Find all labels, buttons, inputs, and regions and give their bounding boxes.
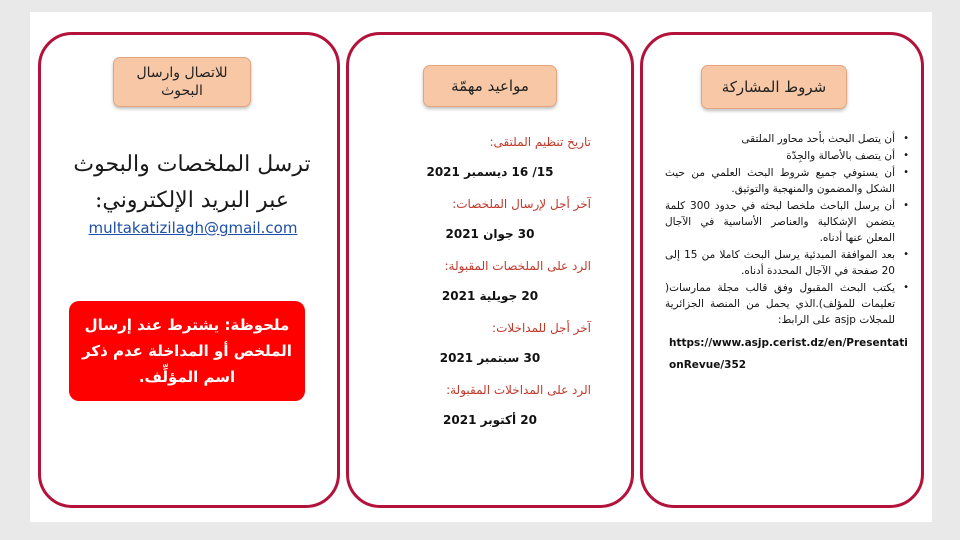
contact-email-link[interactable]: multakatizilagh@gmail.com bbox=[88, 219, 298, 237]
date-value: 30 سبتمبر 2021 bbox=[439, 351, 541, 365]
brochure-sheet bbox=[30, 12, 932, 522]
dates-panel bbox=[346, 32, 634, 508]
bullet-icon: • bbox=[903, 249, 909, 260]
date-label: الرد على الملخصات المقبولة: bbox=[444, 259, 591, 273]
date-item bbox=[389, 257, 591, 305]
bullet-icon: • bbox=[903, 167, 909, 178]
condition-text: أن يتصف بالأصالة والجِدّة bbox=[786, 150, 895, 162]
condition-text: يكتب البحث المقبول وفق قالب مجلة ممارسات( تعليمات للمؤلف).الذي يحمل من المنصة الجزائرية للمجلات asjp على الرابط: bbox=[665, 282, 895, 326]
journal-url-link[interactable]: https://www.asjp.cerist.dz/en/PresentationRevue/352 bbox=[669, 337, 908, 371]
submission-instructions: ترسل الملخصات والبحوث عبر البريد الإلكتروني: bbox=[73, 152, 311, 213]
condition-item bbox=[665, 247, 909, 279]
date-item bbox=[389, 319, 591, 367]
date-item bbox=[389, 381, 591, 429]
condition-item bbox=[665, 165, 909, 197]
contact-header: للاتصال وارسال البحوث bbox=[113, 57, 251, 107]
bullet-icon: • bbox=[903, 200, 909, 211]
conditions-list bbox=[665, 131, 909, 376]
bullet-icon: • bbox=[903, 133, 909, 144]
condition-item bbox=[665, 148, 909, 164]
dates-list bbox=[389, 133, 591, 443]
date-value: 30 جوان 2021 bbox=[445, 227, 535, 241]
date-label: آخر أجل للمداخلات: bbox=[492, 321, 591, 335]
author-note-box bbox=[69, 301, 305, 401]
condition-item bbox=[665, 280, 909, 328]
dates-header: مواعيد مهمّة bbox=[423, 65, 557, 107]
condition-text: بعد الموافقة المبدئية يرسل البحث كاملا من 15 إلى 20 صفحة في الآجال المحددة أدناه. bbox=[665, 249, 895, 277]
conditions-panel bbox=[640, 32, 924, 508]
condition-item bbox=[665, 131, 909, 147]
condition-text: أن يستوفي جميع شروط البحث العلمي من حيث الشكل والمضمون والمنهجية والتوثيق. bbox=[665, 167, 895, 195]
condition-text: أن يرسل الباحث ملخصا لبحثه في حدود 300 كلمة يتضمن الإشكالية والعناصر الأساسية في الآجال المعلن عنها أدناه. bbox=[665, 200, 896, 244]
date-label: آخر أجل لإرسال الملخصات: bbox=[452, 197, 591, 211]
condition-text: أن يتصل البحث بأحد محاور الملتقى bbox=[741, 133, 895, 145]
date-item bbox=[389, 195, 591, 243]
date-label: تاريخ تنظيم الملتقى: bbox=[489, 135, 591, 149]
conditions-header: شروط المشاركة bbox=[701, 65, 847, 109]
author-note-text: ملحوظة: يشترط عند إرسال الملخص أو المداخلة عدم ذكر اسم المؤلِّف. bbox=[82, 316, 292, 386]
date-label: الرد على المداخلات المقبولة: bbox=[446, 383, 591, 397]
date-item bbox=[389, 133, 591, 181]
date-value: 20 أكتوبر 2021 bbox=[443, 413, 537, 427]
condition-item bbox=[665, 198, 909, 246]
bullet-icon: • bbox=[903, 282, 909, 293]
bullet-icon: • bbox=[903, 150, 909, 161]
date-value: 15/ 16 ديسمبر 2021 bbox=[426, 165, 554, 179]
date-value: 20 جويلية 2021 bbox=[441, 289, 539, 303]
contact-panel bbox=[38, 32, 340, 508]
